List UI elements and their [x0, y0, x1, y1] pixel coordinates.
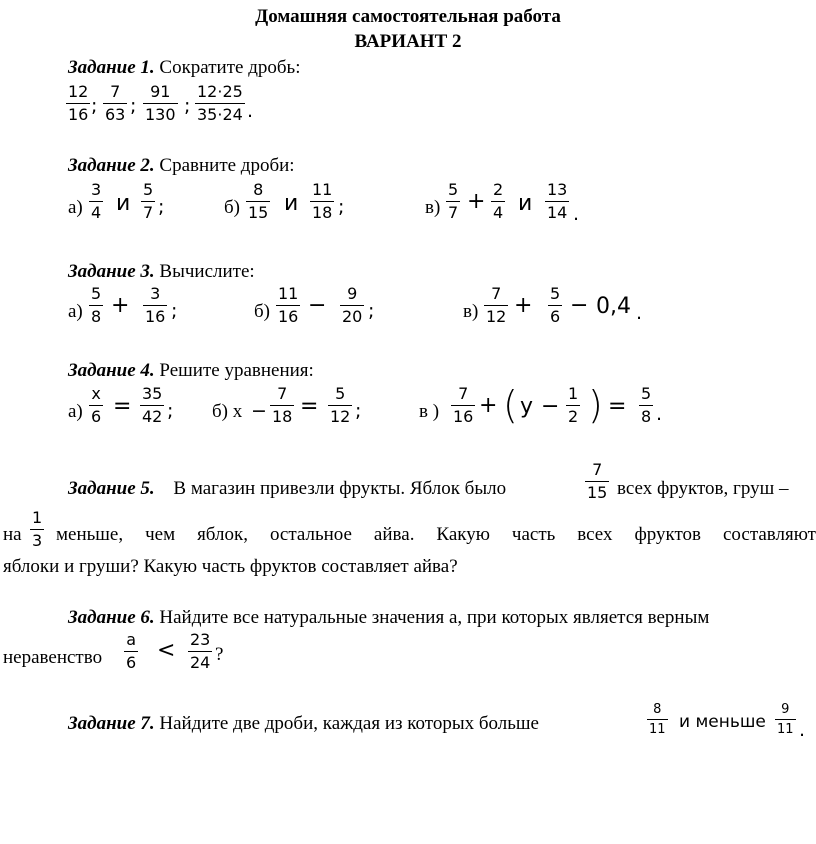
task5-text-3: яблоки и груши? Какую часть фруктов составляет айва?: [3, 556, 458, 577]
task4-text: Решите уравнения:: [159, 360, 314, 381]
task6-end: ?: [215, 644, 224, 665]
task5-text-2-lead: на: [3, 524, 22, 545]
task4c-plus: +: [479, 393, 498, 418]
task4-heading: [68, 361, 314, 380]
task3a-fraction-2: 3 16: [145, 284, 166, 326]
task4a-fraction-2: 35 42: [142, 384, 163, 426]
task4c-fraction-2: 1 2: [568, 384, 579, 426]
task3b-prefix: б): [254, 301, 270, 322]
task4-label: Задание 4.: [68, 360, 155, 381]
task3c-minus: −: [570, 293, 589, 318]
task4b-end: ;: [355, 400, 362, 422]
task7-fraction-2: 9 11: [777, 702, 794, 737]
task4c-variable: y: [520, 394, 534, 419]
task2a-end: ;: [158, 196, 165, 218]
task2-heading: [68, 156, 295, 175]
task3a-fraction-1: 5 8: [91, 284, 102, 326]
task1-heading: [68, 58, 301, 77]
task5-label: Задание 5.: [68, 478, 155, 499]
task4b-fraction-1: 7 18: [272, 384, 293, 426]
task4c-equals: =: [608, 394, 627, 419]
task1-fraction-2: 7 63: [105, 82, 126, 124]
task4b-minus: −: [251, 400, 267, 422]
task3a-end: ;: [171, 300, 178, 322]
task4a-fraction-1: x 6: [91, 384, 102, 426]
task3b-minus: −: [308, 293, 327, 318]
task4b-prefix: б) x: [212, 401, 243, 422]
task3b-end: ;: [368, 300, 375, 322]
task4c-fraction-3: 5 8: [641, 384, 652, 426]
task7-end: .: [799, 719, 806, 741]
task2c-plus: +: [467, 189, 486, 214]
task4b-fraction-2: 5 12: [330, 384, 351, 426]
task2c-fraction-2: 2 4: [493, 180, 504, 222]
task2b-fraction-1: 8 15: [248, 180, 269, 222]
task7-label: Задание 7.: [68, 713, 155, 734]
task4c-end: .: [656, 403, 663, 425]
task2a-fraction-1: 3 4: [91, 180, 102, 222]
task3-label: Задание 3.: [68, 261, 155, 282]
task1-text: Сократите дробь:: [159, 57, 301, 78]
task2c-fraction-3: 13 14: [547, 180, 568, 222]
task2c-prefix: в): [425, 197, 441, 218]
task3c-prefix: в): [463, 301, 479, 322]
task2a-and: и: [116, 191, 131, 216]
task2c-end: .: [573, 203, 580, 225]
task6-text-1: Найдите все натуральные значения а, при которых является верным: [159, 607, 710, 628]
task3b-fraction-1: 11 16: [278, 284, 299, 326]
task6-line-1: [68, 608, 709, 627]
task1-sep-1: ;: [91, 95, 98, 117]
task1-sep-3: ;: [184, 95, 191, 117]
task1-fraction-3: 91 130: [145, 82, 176, 124]
task4c-minus: −: [541, 394, 560, 419]
task2b-prefix: б): [224, 197, 240, 218]
task7-text: Найдите две дроби, каждая из которых больше: [159, 713, 539, 734]
task5-text-1: В магазин привезли фрукты. Яблок было: [173, 478, 507, 499]
task3-heading: [68, 262, 255, 281]
task6-less-than: <: [157, 638, 176, 663]
task1-sep-2: ;: [130, 95, 137, 117]
task4c-fraction-1: 7 16: [453, 384, 474, 426]
task3b-fraction-2: 9 20: [342, 284, 363, 326]
task2-label: Задание 2.: [68, 155, 155, 176]
task4c-right-paren: ): [588, 383, 603, 427]
task3c-plus: +: [514, 293, 533, 318]
task4a-end: ;: [167, 400, 174, 422]
task3c-fraction-1: 7 12: [486, 284, 507, 326]
task5-text-1-tail: всех фруктов, груш –: [617, 478, 789, 499]
task6-fraction-2: 23 24: [190, 630, 211, 672]
task1-fraction-4: 12·25 35·24: [197, 82, 243, 124]
task2c-fraction-1: 5 7: [448, 180, 459, 222]
task2a-prefix: а): [68, 197, 83, 218]
task5-fraction-pears: 1 3: [32, 508, 43, 550]
task1-label: Задание 1.: [68, 57, 155, 78]
task2a-fraction-2: 5 7: [143, 180, 154, 222]
task5-text-2: меньше, чем яблок, остальное айва. Какую часть всех фруктов составляют: [56, 524, 816, 545]
task3c-fraction-2: 5 6: [550, 284, 561, 326]
task4b-equals: =: [300, 394, 319, 419]
task4a-equals: =: [113, 394, 132, 419]
task4c-left-paren: (: [503, 383, 518, 427]
task3a-prefix: а): [68, 301, 83, 322]
task6-fraction-1: a 6: [126, 630, 137, 672]
task6-label: Задание 6.: [68, 607, 155, 628]
task1-end: .: [247, 100, 254, 122]
task2-text: Сравните дроби:: [159, 155, 295, 176]
task5-fraction-apples: 7 15: [587, 460, 608, 502]
task2b-fraction-2: 11 18: [312, 180, 333, 222]
task7-line: [68, 714, 539, 733]
task2b-and: и: [284, 191, 299, 216]
variant-heading: ВАРИАНТ 2: [354, 31, 462, 52]
task6-text-2-lead: неравенство: [3, 647, 103, 668]
task3c-decimal: 0,4: [596, 294, 631, 319]
task3a-plus: +: [111, 293, 130, 318]
task2b-end: ;: [338, 196, 345, 218]
task7-mid: и меньше: [679, 712, 766, 732]
task1-fraction-1: 12 16: [68, 82, 89, 124]
task4a-prefix: а): [68, 401, 83, 422]
task7-fraction-1: 8 11: [649, 702, 666, 737]
task4c-prefix: в ): [419, 401, 440, 422]
task3-text: Вычислите:: [159, 261, 255, 282]
task3c-end: .: [636, 302, 643, 324]
task2c-and: и: [518, 191, 533, 216]
task5-line-1: [68, 479, 506, 498]
document-title: Домашняя самостоятельная работа: [255, 6, 561, 27]
